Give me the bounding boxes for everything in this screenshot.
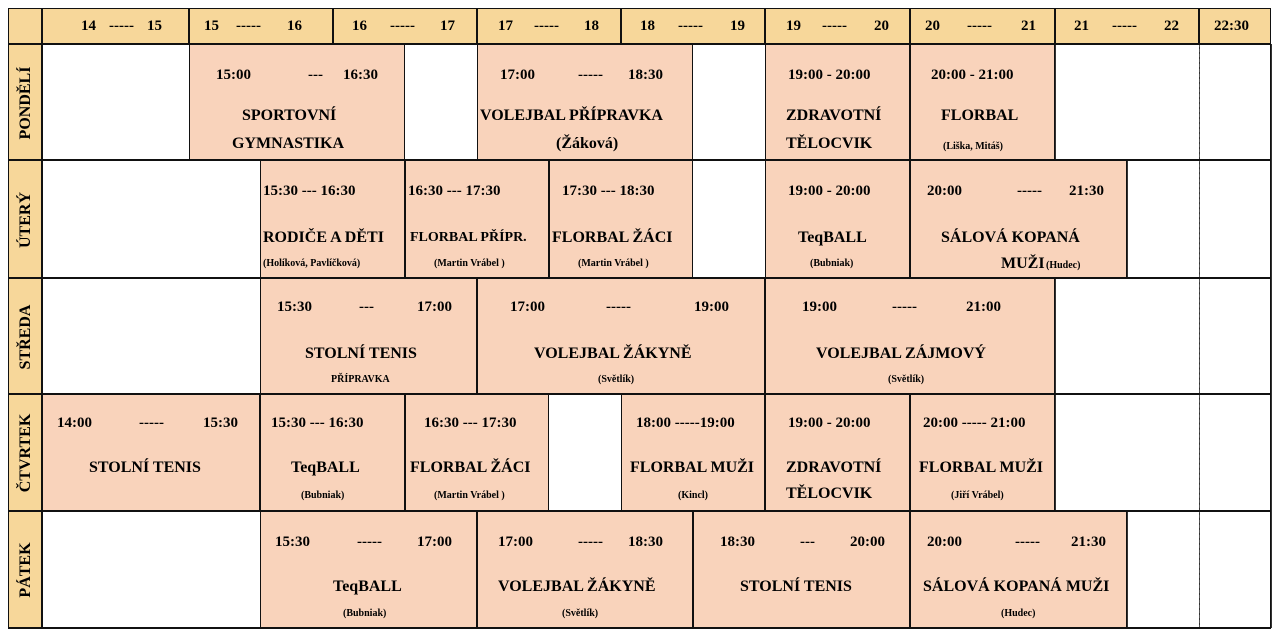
header-hour-17: 17 ----- 18	[477, 8, 621, 44]
event-tue-florbal-zaci: 17:30 --- 18:30 FLORBAL ŽÁCI (Martin Vrábel )	[549, 160, 693, 278]
event-mon-zdravotni-telocvik: 19:00 - 20:00 ZDRAVOTNÍ TĚLOCVIK	[765, 44, 910, 160]
event-thu-florbal-muzi-kincl: 18:00 -----19:00 FLORBAL MUŽI (Kincl)	[621, 394, 765, 511]
event-mon-volejbal-pripravka: 17:00 ----- 18:30 VOLEJBAL PŘÍPRAVKA (Žáková)	[477, 44, 693, 160]
event-fri-stolni-tenis: 18:30 --- 20:00 STOLNÍ TENIS	[693, 511, 910, 628]
header-hour-15: 15 ----- 16	[189, 8, 333, 44]
day-label-monday: PONDĚLÍ	[8, 44, 42, 160]
event-mon-sportovni-gymnastika: 15:00 --- 16:30 SPORTOVNÍ GYMNASTIKA	[189, 44, 405, 160]
header-end-time: 22:30	[1199, 8, 1271, 44]
event-fri-teqball: 15:30 ----- 17:00 TeqBALL (Bubniak)	[260, 511, 477, 628]
day-label-tuesday: ÚTERÝ	[8, 160, 42, 278]
header-hour-20: 20 ----- 21	[910, 8, 1055, 44]
event-tue-florbal-pripr: 16:30 --- 17:30 FLORBAL PŘÍPR. (Martin Vrábel )	[405, 160, 549, 278]
header-hour-16: 16 ----- 17	[333, 8, 477, 44]
event-wed-stolni-tenis-pripravka: 15:30 --- 17:00 STOLNÍ TENIS PŘÍPRAVKA	[260, 278, 477, 394]
event-fri-volejbal-zakyne: 17:00 ----- 18:30 VOLEJBAL ŽÁKYNĚ (Světlík)	[477, 511, 693, 628]
event-thu-florbal-zaci: 16:30 --- 17:30 FLORBAL ŽÁCI (Martin Vrábel )	[405, 394, 549, 511]
event-thu-zdravotni-telocvik: 19:00 - 20:00 ZDRAVOTNÍ TĚLOCVIK	[765, 394, 910, 511]
event-wed-volejbal-zajmovy: 19:00 ----- 21:00 VOLEJBAL ZÁJMOVÝ (Světlík)	[765, 278, 1055, 394]
header-hour-14: 14 ----- 15	[42, 8, 189, 44]
event-mon-florbal: 20:00 - 21:00 FLORBAL (Liška, Mitáš)	[910, 44, 1055, 160]
day-label-friday: PÁTEK	[8, 511, 42, 628]
day-label-thursday: ČTVRTEK	[8, 394, 42, 511]
header-hour-18: 18 ----- 19	[621, 8, 765, 44]
day-label-wednesday: STŘEDA	[8, 278, 42, 394]
event-thu-florbal-muzi-vrabel: 20:00 ----- 21:00 FLORBAL MUŽI (Jiří Vrábel)	[910, 394, 1055, 511]
event-tue-teqball: 19:00 - 20:00 TeqBALL (Bubniak)	[765, 160, 910, 278]
header-hour-19: 19 ----- 20	[765, 8, 910, 44]
corner-cell	[8, 8, 42, 44]
header-hour-21: 21 ----- 22	[1055, 8, 1199, 44]
event-wed-volejbal-zakyne: 17:00 ----- 19:00 VOLEJBAL ŽÁKYNĚ (Světlík)	[477, 278, 765, 394]
event-thu-stolni-tenis: 14:00 ----- 15:30 STOLNÍ TENIS	[42, 394, 260, 511]
event-fri-salova-kopana-muzi: 20:00 ----- 21:30 SÁLOVÁ KOPANÁ MUŽI (Hudec)	[910, 511, 1127, 628]
event-thu-teqball: 15:30 --- 16:30 TeqBALL (Bubniak)	[260, 394, 405, 511]
event-tue-salova-kopana-muzi: 20:00 ----- 21:30 SÁLOVÁ KOPANÁ MUŽI (Hudec)	[910, 160, 1127, 278]
event-tue-rodice-a-deti: 15:30 --- 16:30 RODIČE A DĚTI (Holíková, Pavlíčková)	[260, 160, 405, 278]
